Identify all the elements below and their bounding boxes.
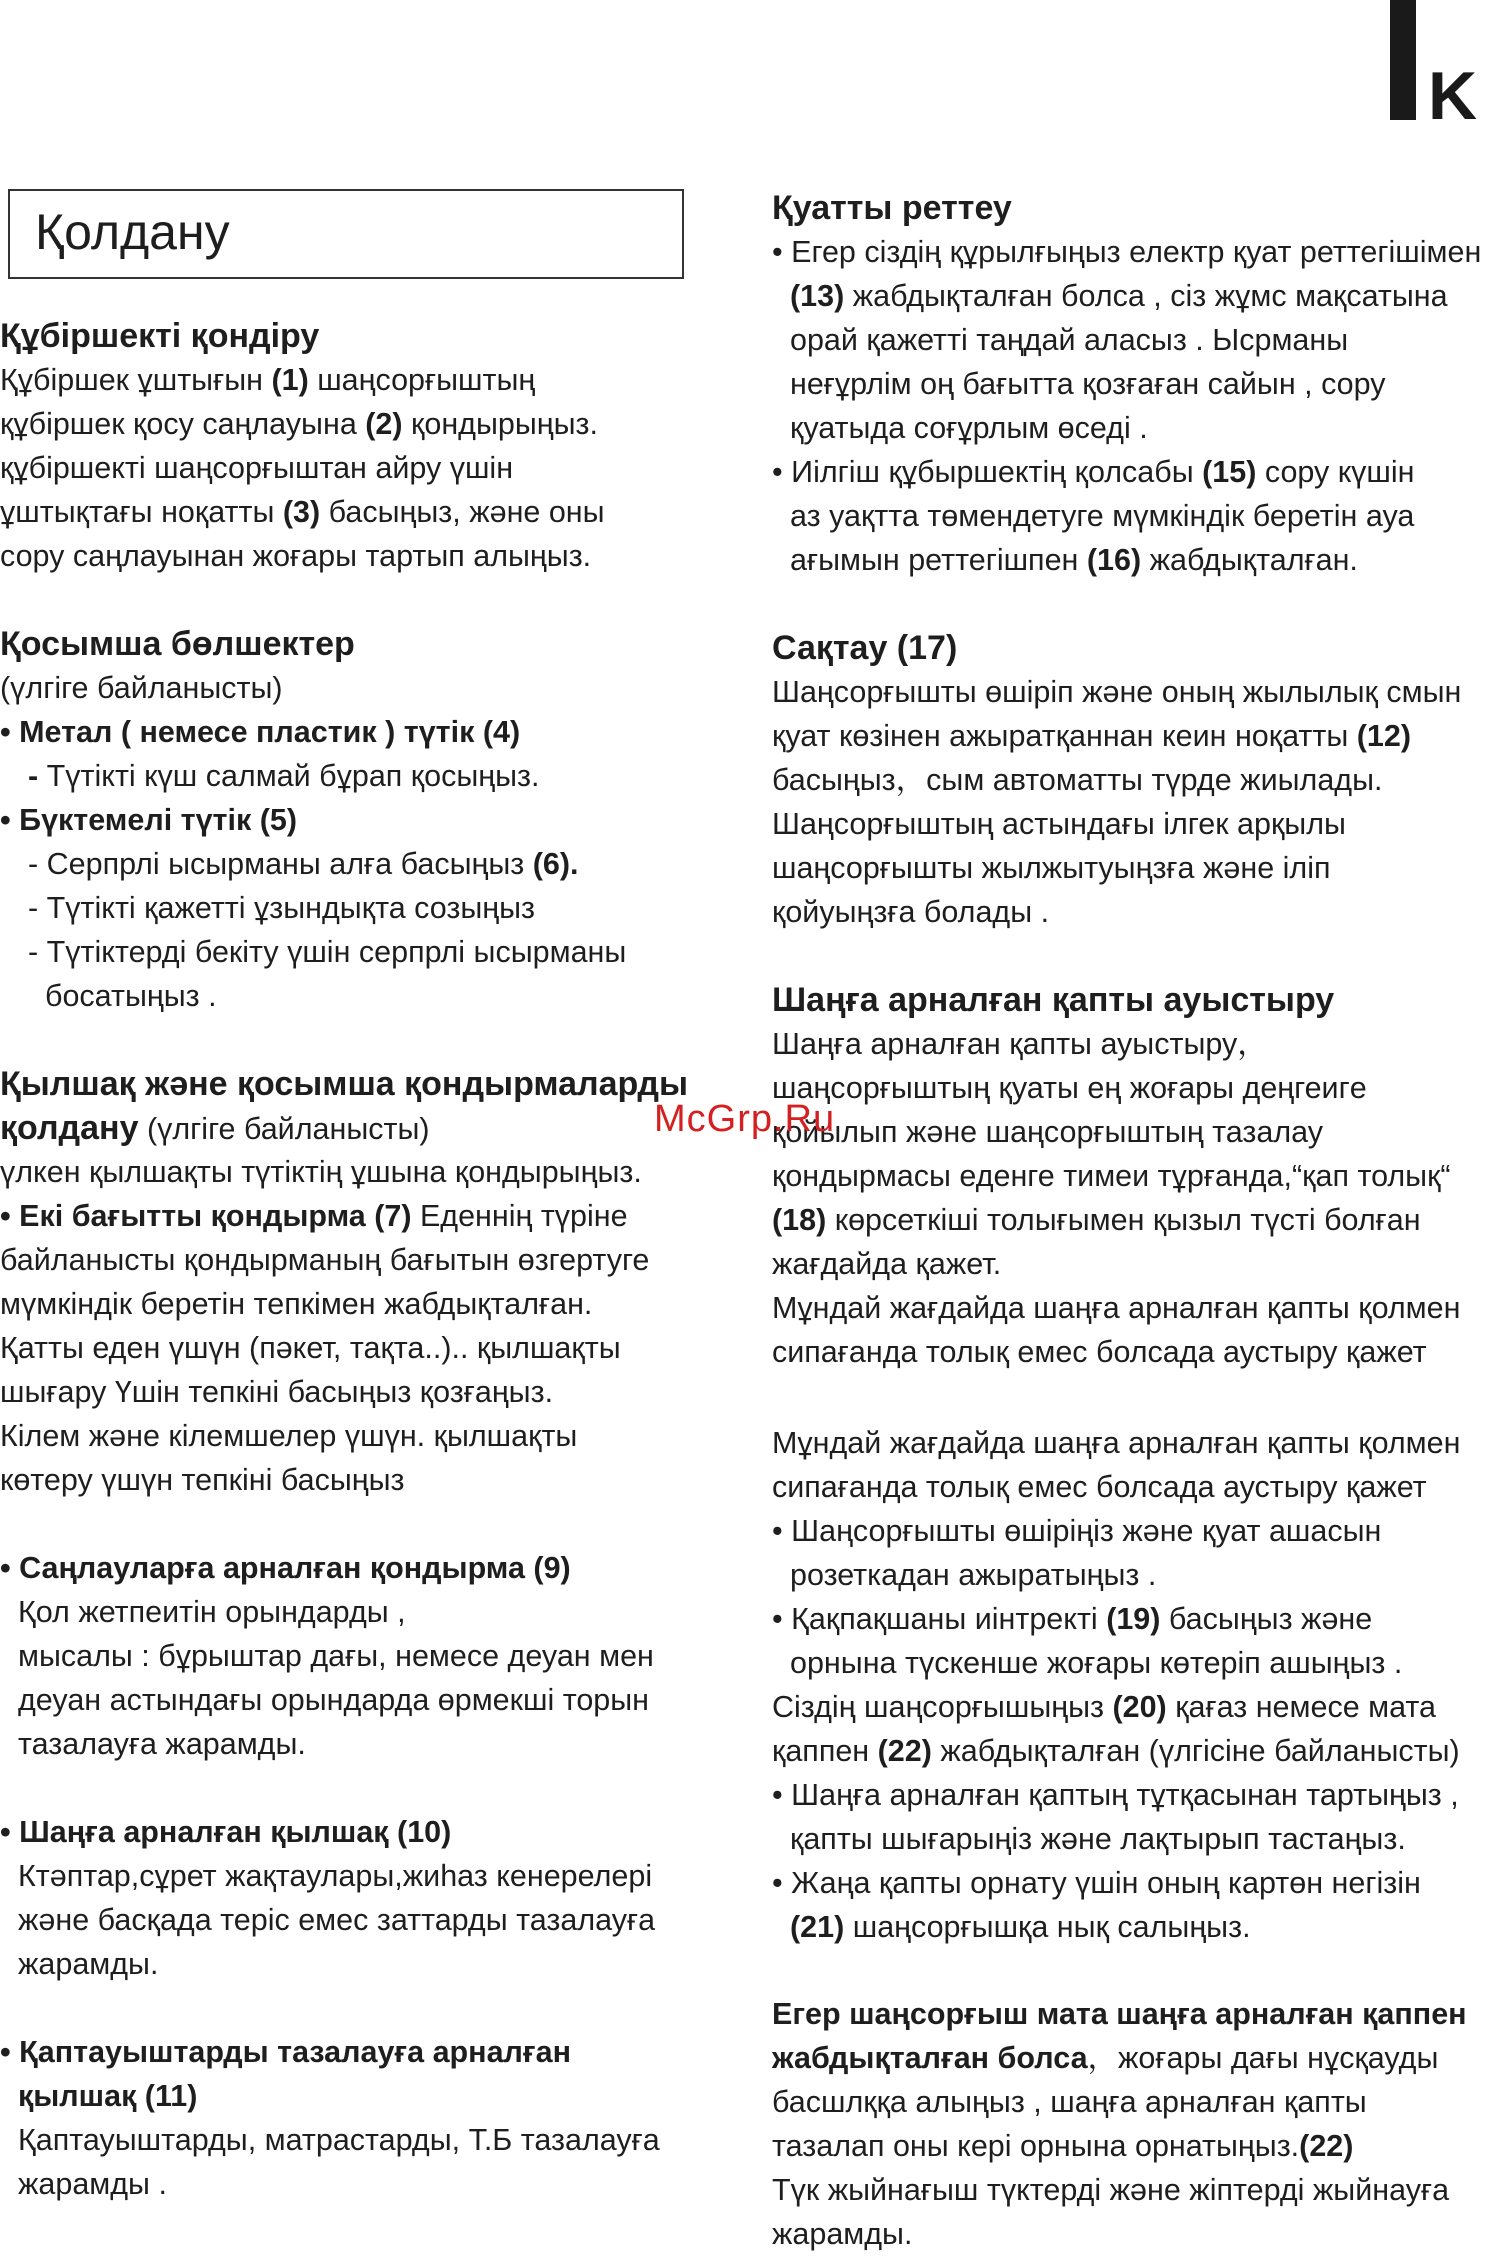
text-line: орай қажетті таңдай аласыз . Ысрманы <box>790 323 1349 357</box>
text-line: босатыңыз . <box>45 979 217 1013</box>
page-title: Қолдану <box>35 204 230 260</box>
text-line: мүмкіндік беретін тепкімен жабдықталған. <box>0 1287 593 1321</box>
text-line: сипағанда толық емес болсада аустыру қажет <box>772 1335 1427 1369</box>
text-line: шаңсорғыштың қуаты ең жоғары деңгеигe <box>772 1071 1367 1105</box>
text-line: үлкен қылшақты түтіктің ұшына қондырыңыз. <box>0 1155 642 1189</box>
watermark: McGrp.Ru <box>654 1098 836 1140</box>
language-tab-bar <box>1390 0 1416 120</box>
page-title-box <box>8 189 684 279</box>
section-upholstery-brush <box>0 2030 660 2206</box>
text-line: қойуыңзға болады . <box>772 895 1050 929</box>
text-line: розеткадан ажыратыңыз . <box>790 1558 1157 1592</box>
section-heading: Қосымша бөлшектер <box>0 625 355 663</box>
text-line: Ктәптар,сұрет жақтаулары,жиһаз кенерелері <box>18 1859 653 1893</box>
bullet-heading: • Шаңға арналған қылшақ (10) <box>0 1815 452 1849</box>
text-line: (13) жабдықталған болса , сіз жұмс мақсатына <box>790 279 1448 313</box>
bold-lead: Егер шаңсорғыш мата шаңға арналған қаппен <box>772 1997 1467 2031</box>
bullet-telescopic-tube: • Бүктемелі түтік (5) <box>0 803 297 837</box>
text-line: байланысты қондырманың бағытын өзгертуге <box>0 1243 650 1277</box>
text-line: жарамды. <box>18 1947 159 1981</box>
section-cloth-bag <box>772 1992 1467 2256</box>
section-heading: Құбіршекті қондіру <box>0 317 320 355</box>
section-crevice-tool <box>0 1546 654 1766</box>
text-line: басшлққа алыңыз , шаңға арналған қапты <box>772 2085 1367 2119</box>
section-brushes <box>0 1062 688 1502</box>
text-line: Шаңсорғышты өшіріп және оның жылылық смын <box>772 675 1462 709</box>
text-line: • Шаңсорғышты өшіріңіз және қуат ашасын <box>772 1514 1382 1548</box>
section-heading: Қылшақ және қосымша қондырмаларды <box>0 1065 689 1103</box>
text-line: - Түтікті күш салмай бұрап қосыңыз. <box>28 759 540 793</box>
text-line: көтеру үшүн тепкіні басыңыз <box>0 1463 405 1497</box>
text-line: қойылып және шаңсорғыштың тазалау <box>772 1115 1323 1149</box>
text-line: - Түтікті қажетті ұзындықта созыңыз <box>28 891 536 925</box>
text-line: қуат көзінен ажыратқаннан кеин ноқатты (12) <box>772 719 1411 753</box>
text-line: сипағанда толық емес болсада аустыру қажет <box>772 1470 1427 1504</box>
bullet-metal-tube: • Метал ( немесе пластик ) түтік (4) <box>0 715 521 749</box>
text-line: жарамды. <box>772 2217 913 2251</box>
text-line: қуатыда соғұрлым өседі . <box>790 411 1148 445</box>
section-hose-attach <box>0 314 605 578</box>
bullet-heading: • Саңлауларға арналған қондырма (9) <box>0 1551 571 1585</box>
text-line: • Шаңға арналған қаптың тұтқасынан тартыңыз , <box>772 1778 1459 1812</box>
text-line: • Иілгіш құбыршектің қолсабы (15) сору күшін <box>772 455 1415 489</box>
text-line: Қатты еден үшүн (пәкет, тақта..).. қылшақты <box>0 1331 621 1365</box>
text-line: Сіздің шаңсорғышыңыз (20) қағаз немесе мата <box>772 1690 1436 1724</box>
text-line: - Серпрлі ысырманы алға басыңыз (6). <box>28 847 579 881</box>
text-line: Қол жетпеитін орындарды , <box>18 1595 406 1629</box>
text-line: (21) шаңсорғышқа нық салыңыз. <box>790 1910 1251 1944</box>
text-line: Мұндай жағдайда шаңға арналған қапты қолмен <box>772 1291 1461 1325</box>
text-line: • Екі бағытты қондырма (7) Еденнің түріне <box>0 1199 628 1233</box>
section-bag-steps <box>772 1421 1460 1949</box>
text-line: ағымын реттегішпен (16) жабдықталған. <box>790 543 1358 577</box>
section-heading-cont: қолдану (үлгіге байланысты) <box>0 1109 430 1147</box>
text-line: • Егер сіздің құрылғыңыз електр қуат реттегішімен <box>772 235 1482 269</box>
text-line: • Жаңа қапты орнату үшін оның картөн негізін <box>772 1866 1421 1900</box>
bullet-heading: • Қаптауыштарды тазалауға арналған <box>0 2035 572 2069</box>
text-line: Түк жыйнағыш түктерді және жіптерді жыйнауға <box>772 2173 1450 2207</box>
text-line: Шаңсорғыштың астындағы ілгек арқылы <box>772 807 1346 841</box>
text-line: Құбіршек ұштығын (1) шаңсорғыштың <box>0 363 536 397</box>
text-line: құбіршекті шаңсорғыштан айру үшін <box>0 451 514 485</box>
text-line: құбіршек қосу саңлауына (2) қондырыңыз. <box>0 407 598 441</box>
section-heading: Шаңға арналған қапты ауыстыру <box>772 981 1335 1019</box>
language-code: K <box>1428 58 1478 134</box>
text-line: • Қақпақшаны иінтректі (19) басыңыз және <box>772 1602 1373 1636</box>
text-line: жабдықталған болса，жоғары дағы нұсқауды <box>772 2041 1439 2075</box>
text-line: Кілем және кілемшелер үшүн. қылшақты <box>0 1419 578 1453</box>
text-line: ұштықтағы ноқатты (3) басыңыз, және оны <box>0 495 605 529</box>
text-line: Қаптауыштарды, матрастарды, Т.Б тазалауға <box>18 2123 660 2157</box>
text-line: неғұрлім оң бағытта қозғаған сайын , сору <box>790 367 1386 401</box>
text-line: қаппен (22) жабдықталған (үлгісіне байланысты) <box>772 1734 1460 1768</box>
text-line: басыңыз，сым автоматты түрде жиылады. <box>772 763 1383 797</box>
text-line: жарамды . <box>18 2167 167 2201</box>
text-line: тазалап оны кері орнына орнатыңыз.(22) <box>772 2129 1354 2163</box>
text-line: Мұндай жағдайда шаңға арналған қапты қолмен <box>772 1426 1461 1460</box>
text-line: (18) көрсеткіші толығымен қызыл түсті болған <box>772 1203 1421 1237</box>
section-accessories <box>0 622 626 1018</box>
text-line: аз уақтта төмендетуге мүмкіндік беретін ауа <box>790 499 1415 533</box>
text-line: Шаңға арналған қапты ауыстыру， <box>772 1027 1268 1061</box>
text-line: жағдайда қажет. <box>772 1247 1002 1281</box>
text-line: және басқада теріс емес заттарды тазалауға <box>18 1903 656 1937</box>
section-heading: Қуатты реттеу <box>772 189 1012 227</box>
bullet-heading-cont: қылшақ (11) <box>18 2079 198 2113</box>
section-storage <box>772 626 1461 934</box>
text-line: мысалы : бұрыштар дағы, немесе деуан мен <box>18 1639 654 1673</box>
text-line: сору саңлауынан жоғары тартып алыңыз. <box>0 539 592 573</box>
text-line: қапты шығарыңіз және лақтырып тастаңыз. <box>790 1822 1406 1856</box>
text-line: деуан астындағы орындарда өрмекші торын <box>18 1683 650 1717</box>
text-line: орнына түскенше жоғары көтеріп ашыңыз . <box>790 1646 1403 1680</box>
text-line: тазалауға жарамды. <box>18 1727 306 1761</box>
section-power-control <box>772 186 1481 582</box>
text-line: шығару Үшін тепкіні басыңыз қозғаңыз. <box>0 1375 554 1409</box>
section-dust-brush <box>0 1810 655 1986</box>
section-heading: Сақтау (17) <box>772 629 958 667</box>
text-line: (үлгіге байланысты) <box>0 671 283 705</box>
section-bag-replace <box>772 978 1460 1374</box>
text-line: - Түтіктерді бекіту үшін серпрлі ысырманы <box>28 935 627 969</box>
text-line: қондырмасы еденге тимеи тұрғанда,“қап толық“ <box>772 1159 1451 1193</box>
text-line: шаңсорғышты жылжытуыңзға және іліп <box>772 851 1331 885</box>
